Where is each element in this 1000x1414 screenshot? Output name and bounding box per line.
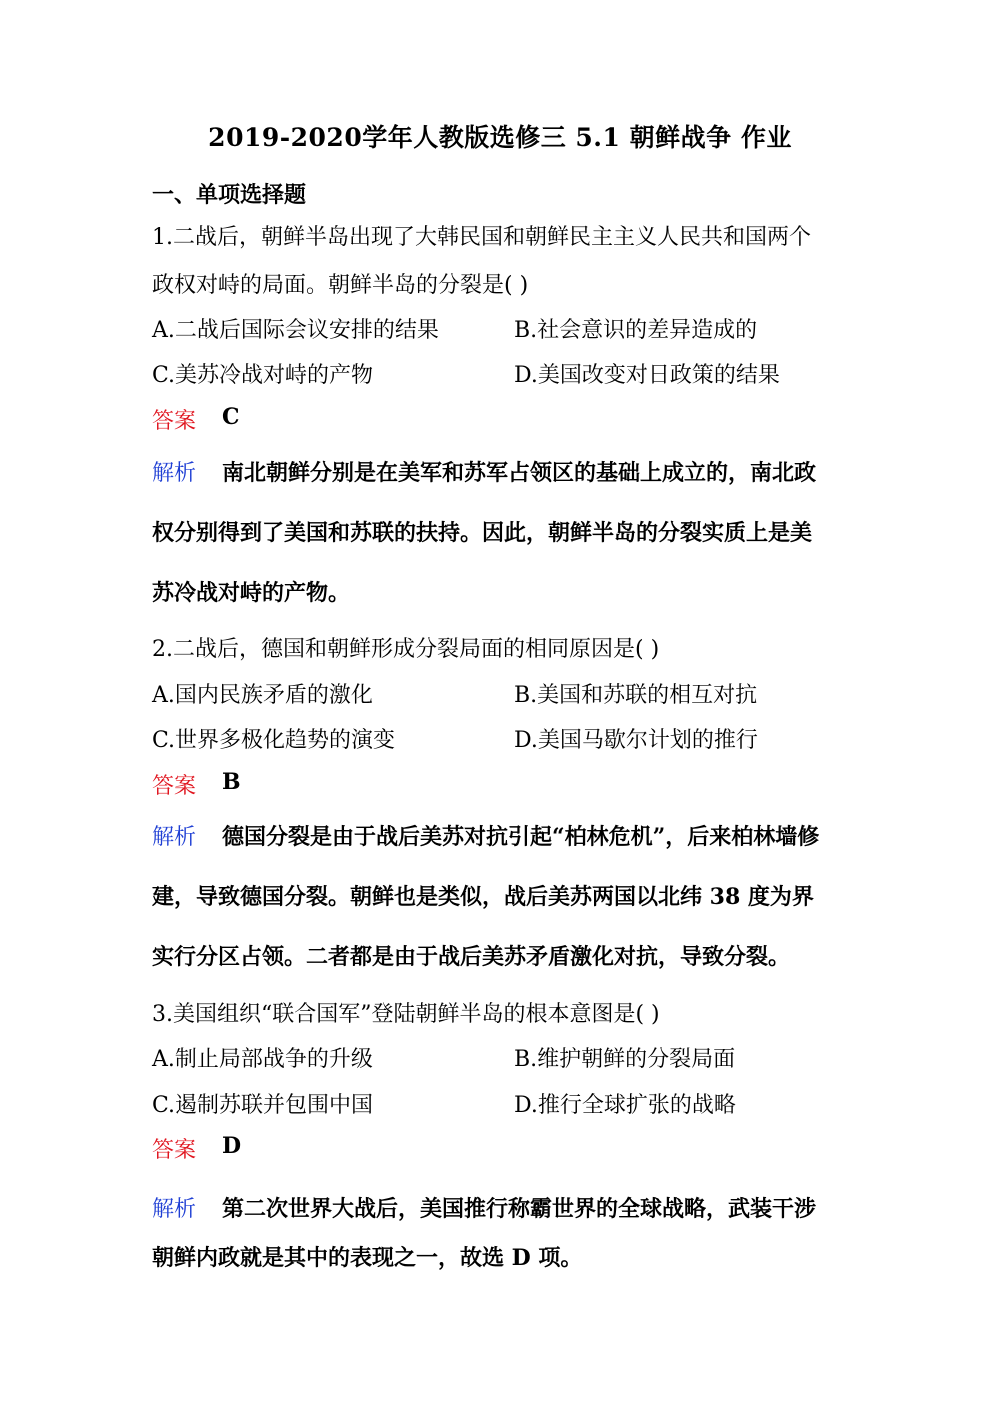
- section-heading: 一、单项选择题: [152, 182, 307, 208]
- question-2-explanation-line-1: 德国分裂是由于战后美苏对抗引起“柏林危机”，后来柏林墙修: [222, 824, 820, 850]
- question-2-option-d: D.美国马歇尔计划的推行: [514, 728, 758, 753]
- question-2-stem-line-1: 2.二战后，德国和朝鲜形成分裂局面的相同原因是( ): [152, 637, 660, 662]
- question-3-answer-label: 答案: [152, 1138, 197, 1163]
- question-3-explanation-line-1: 第二次世界大战后，美国推行称霸世界的全球战略，武装干涉: [222, 1196, 817, 1222]
- page-title: 2019-2020学年人教版选修三 5.1 朝鲜战争 作业: [208, 123, 792, 152]
- question-3-option-a: A.制止局部战争的升级: [152, 1047, 373, 1072]
- question-2-answer: B: [222, 769, 241, 795]
- question-1-explanation-line-3: 苏冷战对峙的产物。: [152, 580, 351, 606]
- question-1-answer-label: 答案: [152, 409, 197, 434]
- question-2-explanation-line-2: 建，导致德国分裂。朝鲜也是类似，战后美苏两国以北纬 38 度为界: [152, 884, 814, 910]
- question-1-explanation-label: 解析: [152, 461, 197, 486]
- question-2-option-a: A.国内民族矛盾的激化: [152, 683, 373, 708]
- question-3-explanation-line-2: 朝鲜内政就是其中的表现之一，故选 D 项。: [152, 1245, 583, 1271]
- question-2-option-b: B.美国和苏联的相互对抗: [514, 683, 758, 708]
- question-1-option-d: D.美国改变对日政策的结果: [514, 363, 780, 388]
- question-3-explanation-label: 解析: [152, 1197, 197, 1222]
- question-1-option-c: C.美苏冷战对峙的产物: [152, 363, 374, 388]
- question-1-option-b: B.社会意识的差异造成的: [514, 318, 758, 343]
- question-2-option-c: C.世界多极化趋势的演变: [152, 728, 396, 753]
- question-1-stem-line-2: 政权对峙的局面。朝鲜半岛的分裂是( ): [152, 273, 529, 298]
- question-3-option-b: B.维护朝鲜的分裂局面: [514, 1047, 736, 1072]
- question-1-explanation-line-1: 南北朝鲜分别是在美军和苏军占领区的基础上成立的，南北政: [222, 460, 817, 486]
- question-2-answer-label: 答案: [152, 774, 197, 799]
- question-1-stem-line-1: 1.二战后，朝鲜半岛出现了大韩民国和朝鲜民主主义人民共和国两个: [152, 225, 811, 250]
- question-1-answer: C: [222, 404, 240, 430]
- question-3-option-d: D.推行全球扩张的战略: [514, 1093, 736, 1118]
- question-3-answer: D: [222, 1133, 242, 1159]
- question-2-explanation-line-3: 实行分区占领。二者都是由于战后美苏矛盾激化对抗，导致分裂。: [152, 944, 791, 970]
- question-1-explanation-line-2: 权分别得到了美国和苏联的扶持。因此，朝鲜半岛的分裂实质上是美: [152, 520, 813, 546]
- question-3-option-c: C.遏制苏联并包围中国: [152, 1093, 374, 1118]
- question-1-option-a: A.二战后国际会议安排的结果: [152, 318, 439, 343]
- question-2-explanation-label: 解析: [152, 825, 197, 850]
- question-3-stem-line-1: 3.美国组织“联合国军”登陆朝鲜半岛的根本意图是( ): [152, 1002, 660, 1027]
